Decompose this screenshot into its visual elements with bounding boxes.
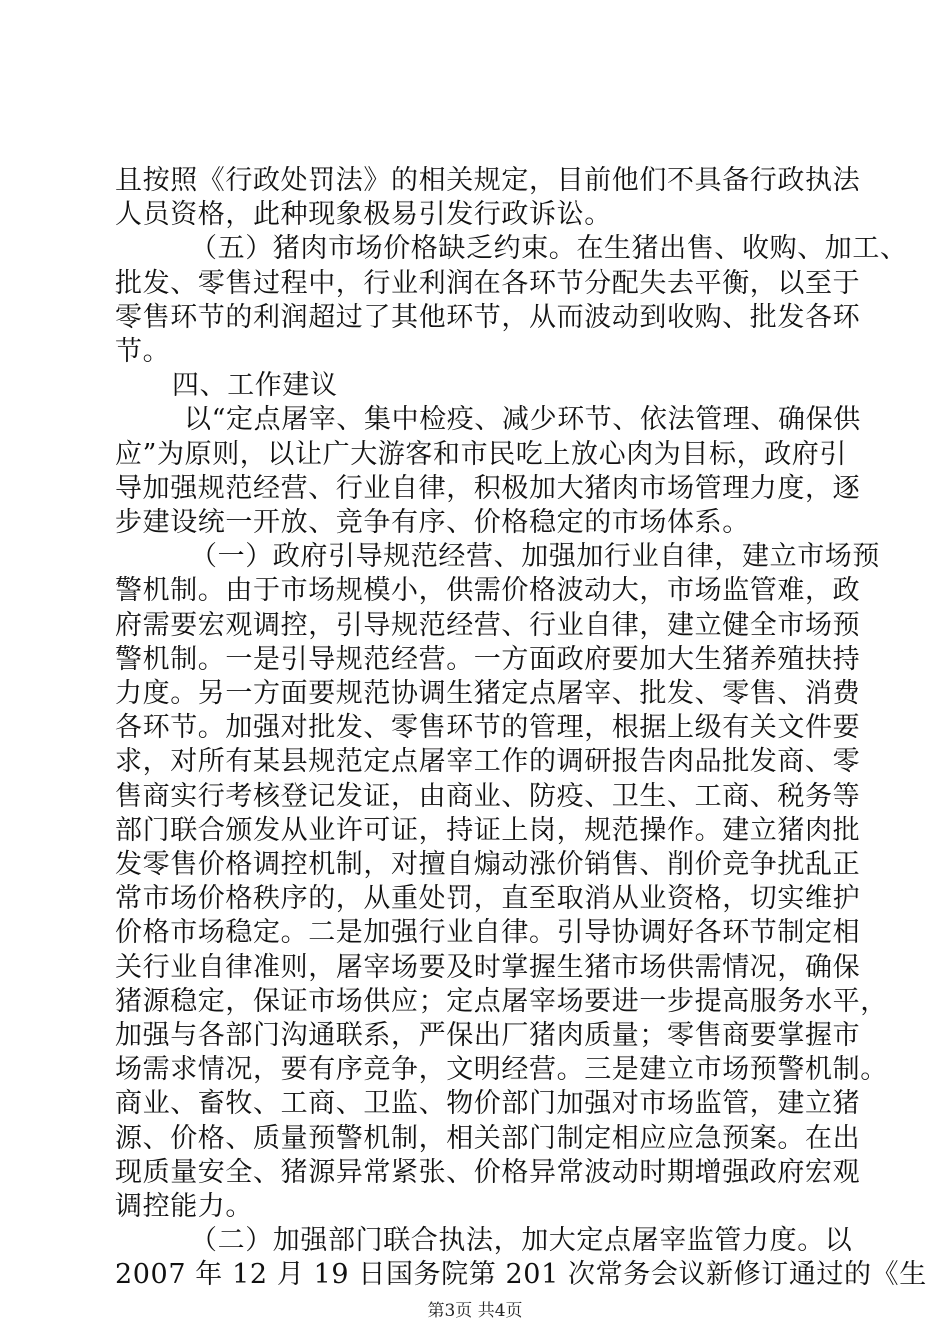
text-line: （二）加强部门联合执法，加大定点屠宰监管力度。以: [190, 1225, 853, 1257]
text-line: 力度。另一方面要规范协调生猪定点屠宰、批发、零售、消费: [115, 678, 861, 709]
text-line: （一）政府引导规范经营、加强加行业自律，建立市场预: [190, 541, 880, 573]
text-line: 节。: [115, 336, 171, 367]
text-line: 现质量安全、猪源异常紧张、价格异常波动时期增强政府宏观: [115, 1156, 861, 1188]
text-line: （五）猪肉市场价格缺乏约束。在生猪出售、收购、加工、: [190, 233, 908, 265]
text-line: 加强与各部门沟通联系，严保出厂猪肉质量；零售商要掌握市: [115, 1020, 861, 1051]
text-line: 2007 年 12 月 19 日国务院第 201 次常务会议新修订通过的《生: [115, 1259, 927, 1291]
text-line: 零售环节的利润超过了其他环节，从而波动到收购、批发各环: [115, 301, 861, 333]
text-line: 常市场价格秩序的，从重处罚，直至取消从业资格，切实维护: [115, 883, 861, 915]
text-line: 且按照《行政处罚法》的相关规定，目前他们不具备行政执法: [115, 165, 861, 196]
page-footer: 第3页 共4页: [427, 1301, 523, 1321]
text-line: 调控能力。: [115, 1191, 253, 1222]
text-line: 府需要宏观调控，引导规范经营、行业自律，建立健全市场预: [115, 609, 861, 641]
text-line: 售商实行考核登记发证，由商业、防疫、卫生、工商、税务等: [115, 780, 861, 812]
text-line: 人员资格，此种现象极易引发行政诉讼。: [115, 199, 612, 231]
text-line: 关行业自律准则，屠宰场要及时掌握生猪市场供需情况，确保: [115, 951, 861, 983]
text-line: 以“定点屠宰、集中检疫、减少环节、依法管理、确保供: [184, 404, 861, 436]
text-line: 发零售价格调控机制，对擅自煽动涨价销售、削价竞争扰乱正: [115, 849, 861, 880]
text-line: 部门联合颁发从业许可证，持证上岗，规范操作。建立猪肉批: [115, 814, 861, 846]
text-line: 导加强规范经营、行业自律，积极加大猪肉市场管理力度，逐: [115, 472, 861, 504]
text-line: 商业、畜牧、工商、卫监、物价部门加强对市场监管，建立猪: [115, 1088, 861, 1120]
text-line: 步建设统一开放、竞争有序、价格稳定的市场体系。: [115, 507, 750, 538]
text-line: 各环节。加强对批发、零售环节的管理，根据上级有关文件要: [115, 712, 861, 744]
text-line: 价格市场稳定。二是加强行业自律。引导协调好各环节制定相: [115, 917, 861, 949]
text-line: 警机制。由于市场规模小，供需价格波动大，市场监管难，政: [115, 575, 861, 607]
text-line: 猪源稳定，保证市场供应；定点屠宰场要进一步提高服务水平，: [115, 985, 888, 1017]
text-line: 警机制。一是引导规范经营。一方面政府要加大生猪养殖扶持: [115, 643, 861, 675]
text-line: 四、工作建议: [172, 370, 338, 402]
text-line: 批发、零售过程中，行业利润在各环节分配失去平衡，以至于: [115, 267, 861, 299]
text-line: 场需求情况，要有序竞争，文明经营。三是建立市场预警机制。: [115, 1054, 888, 1086]
text-line: 求，对所有某县规范定点屠宰工作的调研报告肉品批发商、零: [115, 746, 861, 778]
text-line: 应”为原则，以让广大游客和市民吃上放心肉为目标，政府引: [115, 438, 848, 470]
text-line: 源、价格、质量预警机制，相关部门制定相应应急预案。在出: [115, 1122, 861, 1154]
